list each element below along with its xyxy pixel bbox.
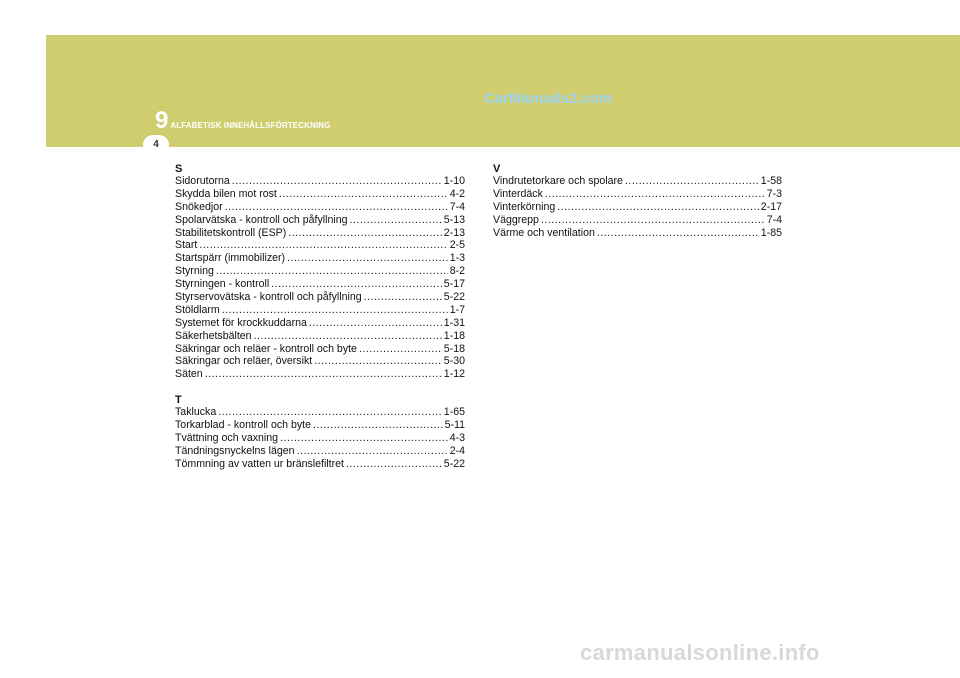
dot-leader (271, 278, 442, 291)
dot-leader (364, 291, 442, 304)
dot-leader (216, 265, 448, 278)
entry-label: Styrningen - kontroll (175, 278, 270, 291)
dot-leader (313, 419, 443, 432)
dot-leader (597, 227, 759, 240)
entry-page: 7-4 (766, 213, 782, 226)
index-entry (493, 201, 782, 214)
dot-leader (280, 432, 448, 445)
entry-label: Vinterkörning (493, 200, 556, 213)
entry-label: Systemet för krockkuddarna (175, 316, 307, 329)
entry-label: Startspärr (immobilizer) (175, 252, 286, 265)
watermark-bottom: carmanualsonline.info (580, 640, 820, 665)
dot-leader (350, 214, 442, 227)
watermark-top: CarManuals2.com (484, 90, 613, 107)
chapter-header (155, 107, 331, 134)
page-number: 4 (143, 135, 169, 153)
entry-label: Styrning (175, 265, 214, 278)
entry-page: 4-3 (449, 432, 465, 445)
index-entry (175, 330, 465, 343)
index-entry (175, 432, 465, 445)
dot-leader (288, 227, 442, 240)
entry-label: Säten (175, 368, 203, 381)
index-entry (175, 188, 465, 201)
index-entry (175, 239, 465, 252)
index-entry (175, 368, 465, 381)
dot-leader (346, 458, 442, 471)
entry-page: 2-17 (760, 200, 782, 213)
entry-label: Styrservovätska - kontroll och påfyllning (175, 291, 362, 303)
index-entry (493, 188, 782, 201)
entry-page: 5-13 (443, 213, 465, 226)
dot-leader (199, 239, 447, 252)
index-entry (175, 227, 465, 240)
entry-page: 8-2 (449, 265, 465, 278)
entry-label: Skydda bilen mot rost (175, 187, 277, 200)
entry-label: Stöldlarm (175, 303, 220, 316)
entry-page: 1-18 (443, 329, 465, 342)
dot-leader (279, 188, 448, 201)
index-column-left (175, 163, 465, 471)
entry-page: 5-11 (444, 419, 465, 432)
section-letter: T (175, 394, 182, 407)
index-entry (175, 317, 465, 330)
entry-label: Tvättning och vaxning (175, 432, 279, 445)
entry-label: Säkerhetsbälten (175, 329, 252, 342)
entry-page: 1-85 (760, 226, 782, 239)
entry-label: Sidorutorna (175, 174, 230, 187)
entry-label: Snökedjor (175, 200, 223, 213)
dot-leader (205, 368, 442, 381)
entry-page: 2-4 (449, 444, 465, 457)
index-section (175, 394, 465, 470)
index-section (493, 163, 782, 239)
entry-page: 5-18 (443, 342, 465, 355)
dot-leader (359, 343, 442, 356)
entry-label: Tändningsnyckelns lägen (175, 444, 295, 457)
index-entry (493, 227, 782, 240)
index-entry (175, 278, 465, 291)
entry-label: Stabilitetskontroll (ESP) (175, 226, 287, 239)
index-entry (175, 201, 465, 214)
entry-page: 1-7 (449, 303, 465, 316)
entry-page: 1-10 (443, 174, 465, 187)
entry-page: 2-13 (443, 226, 465, 239)
dot-leader (287, 252, 448, 265)
entry-label: Vindrutetorkare och spolare (493, 174, 623, 187)
index-entry (175, 343, 465, 356)
dot-leader (541, 214, 765, 227)
index-entry (175, 458, 465, 471)
dot-leader (297, 445, 448, 458)
chapter-title: ALFABETISK INNEHÅLLSFÖRTECKNING (170, 121, 331, 130)
dot-leader (625, 175, 759, 188)
index-column-right (493, 163, 782, 239)
entry-label: Väggrepp (493, 213, 539, 226)
index-entry (175, 355, 465, 368)
index-entry (175, 291, 465, 304)
index-entry (175, 252, 465, 265)
entry-label: Spolarvätska - kontroll och påfyllning (175, 213, 348, 226)
dot-leader (225, 201, 448, 214)
entry-page: 1-31 (443, 316, 465, 329)
index-entry (175, 419, 465, 432)
index-entry (175, 214, 465, 227)
entry-page: 7-3 (766, 187, 782, 200)
index-section (175, 163, 465, 381)
entry-page: 5-22 (443, 291, 465, 303)
entry-label: Värme och ventilation (493, 226, 595, 239)
entry-label: Vinterdäck (493, 187, 543, 200)
index-entry (175, 304, 465, 317)
entry-page: 1-12 (443, 368, 465, 381)
dot-leader (254, 330, 442, 343)
entry-page: 5-17 (443, 278, 465, 291)
entry-label: Taklucka (175, 406, 217, 419)
dot-leader (545, 188, 765, 201)
section-letter: V (493, 163, 501, 175)
index-entry (175, 265, 465, 278)
dot-leader (309, 317, 442, 330)
dot-leader (222, 304, 448, 317)
index-entry (493, 214, 782, 227)
entry-label: Torkarblad - kontroll och byte (175, 419, 312, 432)
entry-page: 1-3 (449, 252, 465, 265)
entry-page: 7-4 (449, 200, 465, 213)
index-entry (175, 175, 465, 188)
index-entry (175, 445, 465, 458)
entry-page: 1-65 (443, 406, 465, 419)
dot-leader (314, 355, 442, 368)
entry-page: 5-22 (443, 457, 465, 470)
entry-page: 4-2 (449, 187, 465, 200)
entry-label: Säkringar och reläer - kontroll och byte (175, 342, 357, 355)
index-entry (175, 406, 465, 419)
section-letter: S (175, 163, 183, 175)
chapter-number: 9 (155, 107, 169, 134)
index-entry (493, 175, 782, 188)
entry-page: 5-30 (443, 355, 465, 368)
dot-leader (232, 175, 442, 188)
entry-label: Start (175, 239, 198, 252)
entry-page: 1-58 (760, 174, 782, 187)
entry-page: 2-5 (449, 239, 465, 252)
dot-leader (218, 406, 442, 419)
dot-leader (557, 201, 759, 214)
entry-label: Tömmning av vatten ur bränslefiltret (175, 457, 344, 470)
entry-label: Säkringar och reläer, översikt (175, 355, 313, 368)
